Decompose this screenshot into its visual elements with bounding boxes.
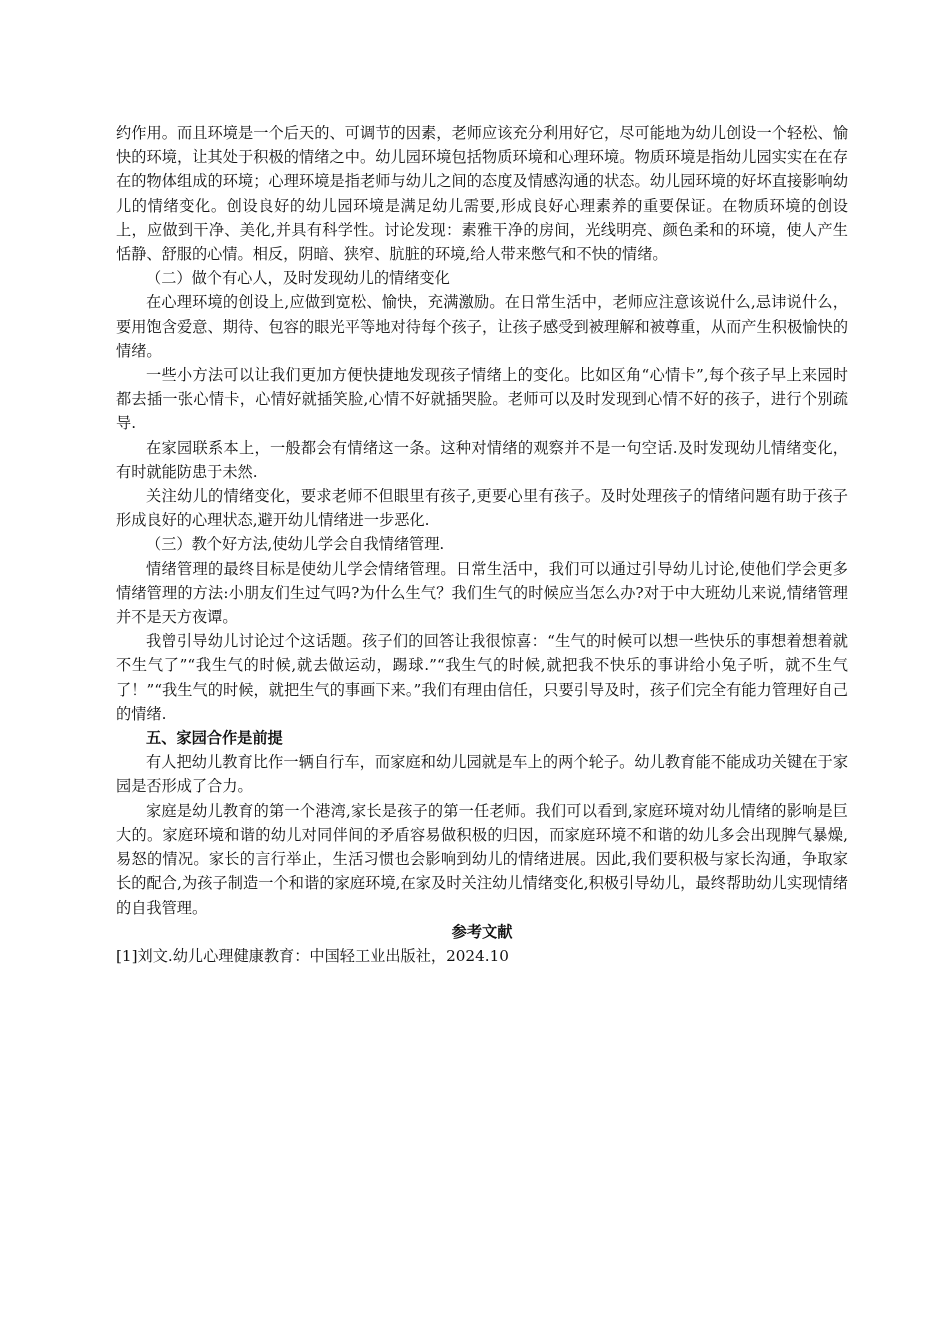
subsection-heading-3: （三）教个好方法,使幼儿学会自我情绪管理. [146, 535, 445, 554]
body-paragraph: 一些小方法可以让我们更加方便快捷地发现孩子情绪上的变化。比如区角“心情卡”,每个孩子早上来园时都去插一张心情卡，心情好就插笑脸,心情不好就插哭脸。老师可以及时发现到心情不好的孩子，进行个别疏导. [116, 366, 848, 433]
body-paragraph: 在家园联系本上，一般都会有情绪这一条。这种对情绪的观察并不是一句空话.及时发现幼儿情绪变化，有时就能防患于未然. [116, 438, 848, 481]
body-paragraph: 关注幼儿的情绪变化，要求老师不但眼里有孩子,更要心里有孩子。及时处理孩子的情绪问题有助于孩子形成良好的心理状态,避开幼儿情绪进一步恶化. [116, 487, 848, 530]
document-page [116, 121, 848, 968]
body-paragraph: 情绪管理的最终目标是使幼儿学会情绪管理。日常生活中，我们可以通过引导幼儿讨论,使他们学会更多情绪管理的方法:小朋友们生过气吗?为什么生气？我们生气的时候应当怎么办?对于中大班幼儿来说,情绪管理并不是天方夜谭。 [116, 559, 848, 627]
body-paragraph: 在心理环境的创设上,应做到宽松、愉快，充满激励。在日常生活中，老师应注意该说什么,忌讳说什么，要用饱含爱意、期待、包容的眼光平等地对待每个孩子，让孩子感受到被理解和被尊重，从而产生积极愉快的情绪。 [116, 293, 848, 360]
references-title: 参考文献 [451, 922, 513, 941]
section-heading-5: 五、家园合作是前提 [146, 729, 283, 748]
body-paragraph: 有人把幼儿教育比作一辆自行车，而家庭和幼儿园就是车上的两个轮子。幼儿教育能不能成功关键在于家园是否形成了合力。 [116, 753, 848, 796]
reference-item: [1]刘文.幼儿心理健康教育：中国轻工业出版社，2024.10 [116, 946, 509, 965]
subsection-heading-2: （二）做个有心人，及时发现幼儿的情绪变化 [146, 269, 450, 288]
body-paragraph: 家庭是幼儿教育的第一个港湾,家长是孩子的第一任老师。我们可以看到,家庭环境对幼儿情绪的影响是巨大的。家庭环境和谐的幼儿对同伴间的矛盾容易做积极的归因，而家庭环境不和谐的幼儿多会出现脾气暴燥,易怒的情况。家长的言行举止，生活习惯也会影响到幼儿的情绪进展。因此,我们要积极与家长沟通，争取家长的配合,为孩子制造一个和谐的家庭环境,在家及时关注幼儿情绪变化,积极引导幼儿，最终帮助幼儿实现情绪的自我管理。 [116, 801, 848, 917]
body-paragraph: 约作用。而且环境是一个后天的、可调节的因素，老师应该充分利用好它，尽可能地为幼儿创设一个轻松、愉快的环境，让其处于积极的情绪之中。幼儿园环境包括物质环境和心理环境。物质环境是指幼儿园实实在在存在的物体组成的环境；心理环境是指老师与幼儿之间的态度及情感沟通的状态。幼儿园环境的好坏直接影响幼儿的情绪变化。创设良好的幼儿园环境是满足幼儿需要,形成良好心理素养的重要保证。在物质环境的创设上，应做到干净、美化,并具有科学性。讨论发现：素雅干净的房间，光线明亮、颜色柔和的环境，使人产生恬静、舒服的心情。相反，阴暗、狭窄、肮脏的环境,给人带来憋气和不快的情绪。 [116, 124, 848, 264]
body-paragraph: 我曾引导幼儿讨论过个这话题。孩子们的回答让我很惊喜：“生气的时候可以想一些快乐的事想着想着就不生气了”“我生气的时候,就去做运动，踢球.”“我生气的时候,就把我不快乐的事讲给小兔子听，就不生气了！”“我生气的时候，就把生气的事画下来。”我们有理由信任，只要引导及时，孩子们完全有能力管理好自己的情绪. [116, 632, 848, 723]
